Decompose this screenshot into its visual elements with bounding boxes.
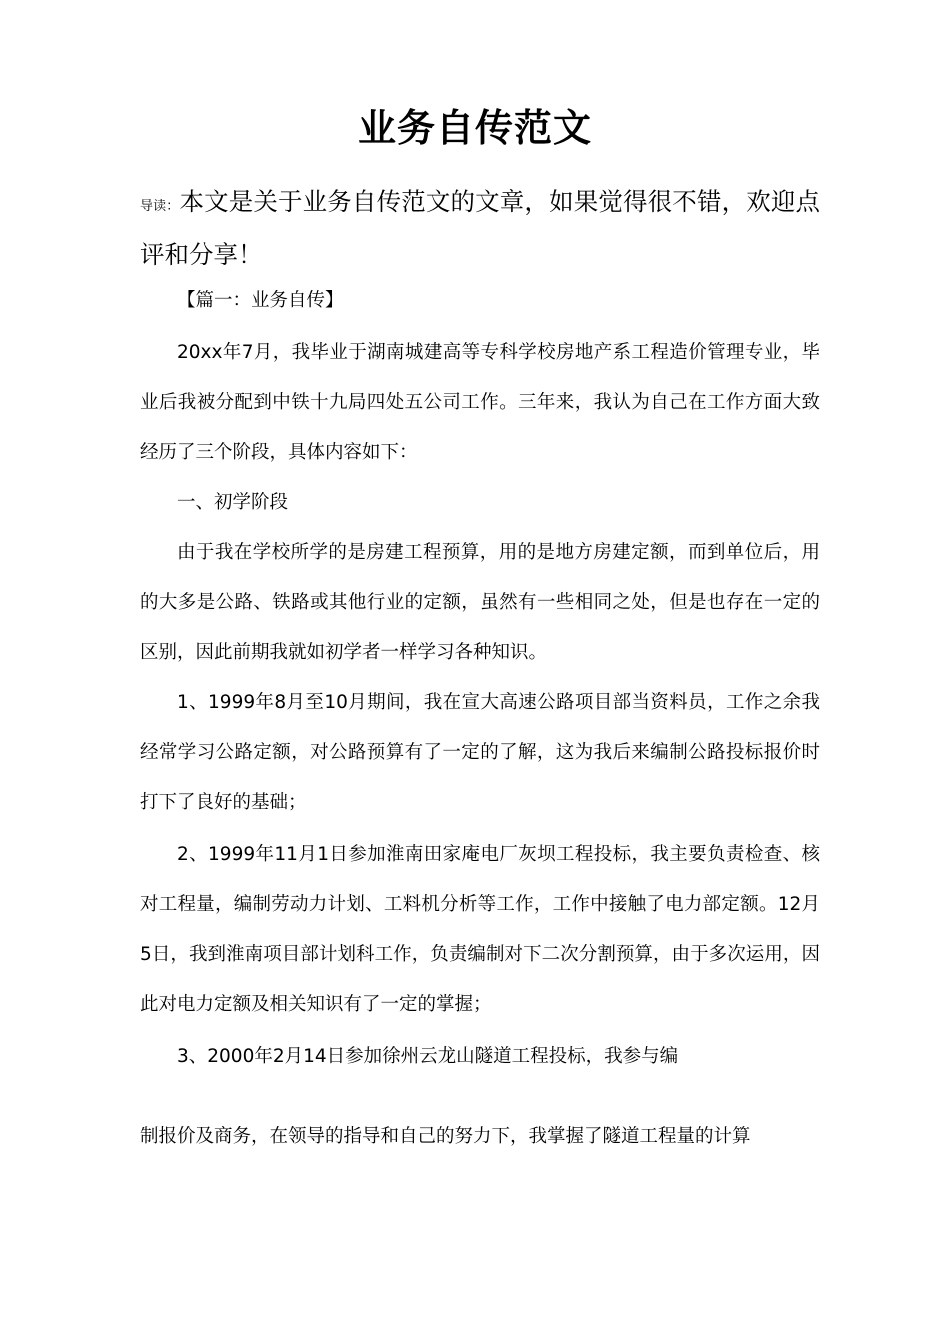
subheading-initial-stage: 一、初学阶段 xyxy=(177,492,289,513)
paragraph-4: 2、1999年11月1日参加淮南田家庵电厂灰坝工程投标，我主要负责检查、核对工程量，编制劳动力计划、工料机分析等工作，工作中接触了电力部定额。12月5日，我到淮南项目部计划科工作，负责编制对下二次分割预算，由于多次运用，因此对电力定额及相关知识有了一定的掌握； xyxy=(140,844,820,1015)
intro-block xyxy=(140,178,820,279)
paragraph-3: 1、1999年8月至10月期间，我在宣大高速公路项目部当资料员，工作之余我经常学习公路定额，对公路预算有了一定的了解，这为我后来编制公路投标报价时打下了良好的基础； xyxy=(140,692,820,813)
intro-text: 本文是关于业务自传范文的文章，如果觉得很不错，欢迎点评和分享！ xyxy=(140,187,820,269)
paragraph-1: 20xx年7月，我毕业于湖南城建高等专科学校房地产系工程造价管理专业，毕业后我被分配到中铁十九局四处五公司工作。三年来，我认为自己在工作方面大致经历了三个阶段，具体内容如下： xyxy=(140,342,820,463)
paragraph-5: 3、2000年2月14日参加徐州云龙山隧道工程投标，我参与编 xyxy=(177,1046,679,1067)
document-title: 业务自传范文 xyxy=(357,106,592,150)
section-heading: 【篇一：业务自传】 xyxy=(177,290,344,311)
intro-label: 导读： xyxy=(140,199,180,214)
paragraph-2: 由于我在学校所学的是房建工程预算，用的是地方房建定额，而到单位后，用的大多是公路、铁路或其他行业的定额，虽然有一些相同之处，但是也存在一定的区别，因此前期我就如初学者一样学习各种知识。 xyxy=(140,542,820,663)
paragraph-5-continuation: 制报价及商务，在领导的指导和自己的努力下，我掌握了隧道工程量的计算 xyxy=(140,1126,751,1147)
